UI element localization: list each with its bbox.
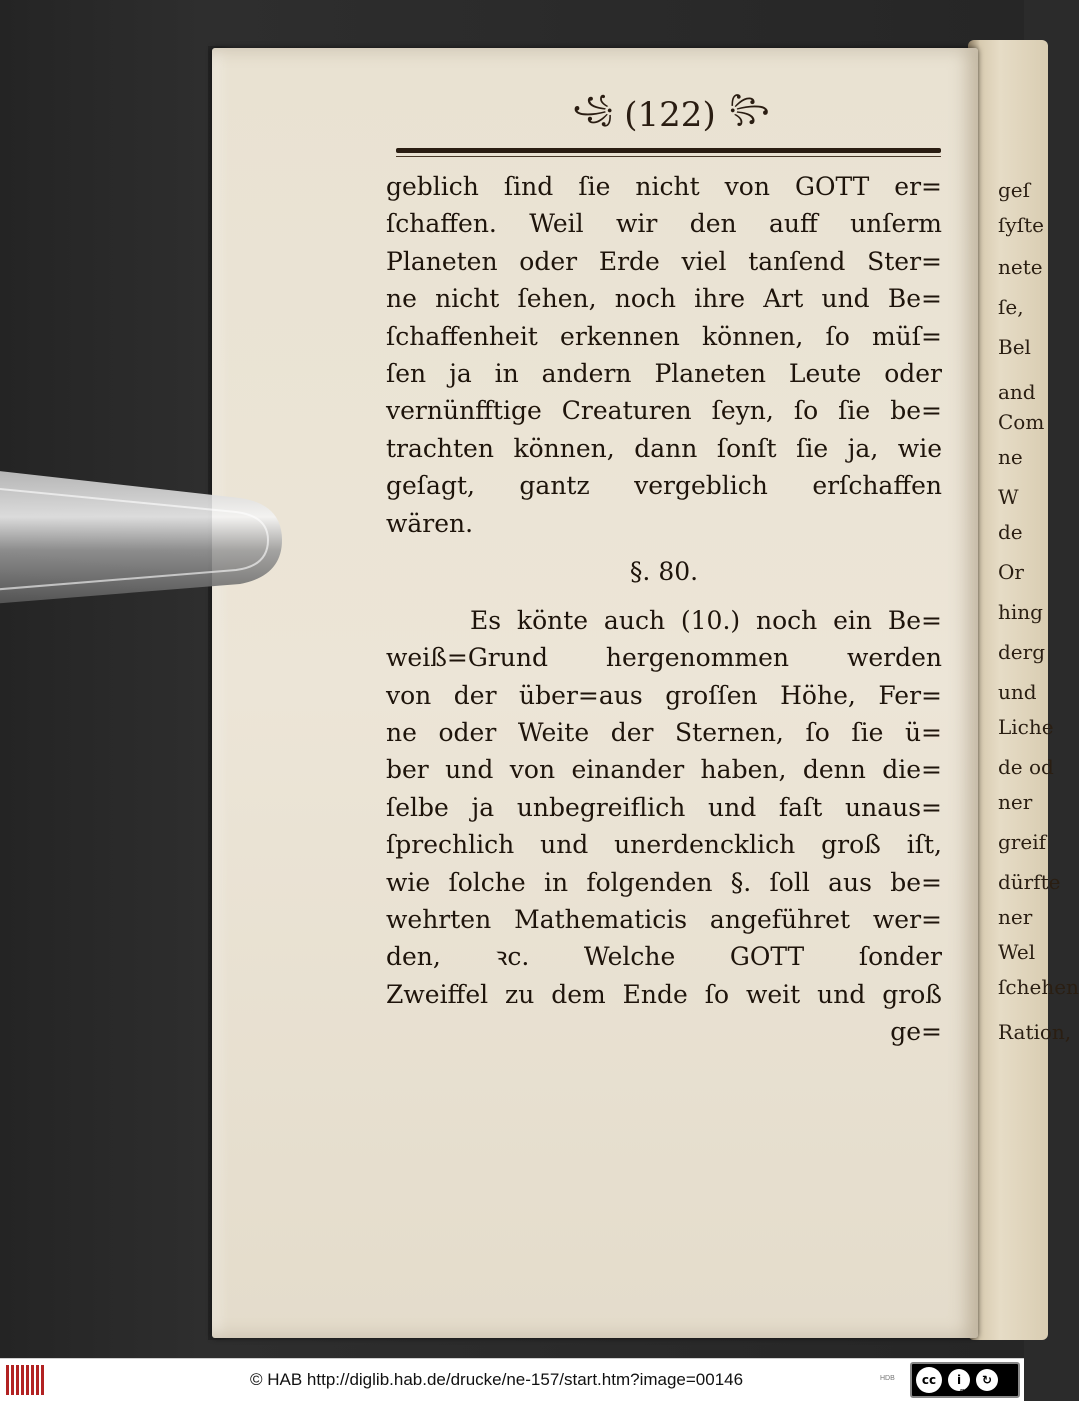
next-page-fragment: Ration, (998, 1020, 1072, 1044)
text-line: wehrten Mathematicis angeführet wer= (386, 905, 942, 935)
license-labels: BYSA (960, 1389, 1027, 1396)
next-page-fragment: ner (998, 790, 1033, 814)
next-page-fragment: geſ (998, 178, 1031, 202)
catchword: ge= (890, 1017, 942, 1047)
next-page-fragment: Com (998, 410, 1045, 434)
next-page-fragment: dürfte (998, 870, 1061, 894)
next-page-fragment: ſchehen (998, 975, 1079, 999)
next-page-fragment: and (998, 380, 1036, 404)
text-line: ſelbe ja unbegreiflich und faſt unaus= (386, 792, 942, 822)
text-line: ſen ja in andern Planeten Leute oder (386, 358, 942, 388)
text-line: weiß=Grund hergenommen werden (386, 643, 942, 673)
next-page-fragment: ſyſte (998, 213, 1044, 237)
text-line: ne nicht ſehen, noch ihre Art und Be= (386, 284, 942, 314)
text-line: ſchaffen. Weil wir den auff unſerm (386, 209, 942, 239)
next-page-fragment: ner (998, 905, 1033, 929)
hab-logo (6, 1365, 46, 1395)
share-alike-icon: ↻ (976, 1369, 998, 1391)
header-ornament-right: ꧂ (728, 94, 768, 124)
text-line: vernünfftige Creaturen ſeyn, ſo ſie be= (386, 396, 942, 426)
text-line: Es könte auch (10.) noch ein Be= (470, 605, 942, 635)
next-page-fragment: hing (998, 600, 1043, 624)
next-page-fragment: Bel (998, 335, 1031, 359)
page-text (386, 168, 942, 1051)
text-line: den, ꝛc. Welche GOTT ſonder (386, 942, 942, 972)
next-page-fragment: Liche (998, 715, 1054, 739)
next-page-fragment: derg (998, 640, 1046, 664)
header-rule (396, 148, 941, 153)
next-page-fragment: de od (998, 755, 1054, 779)
text-line: ſchaffenheit erkennen können, ſo müſ= (386, 321, 942, 351)
next-page-fragment: Wel (998, 940, 1036, 964)
citation-link[interactable]: © HAB http://diglib.hab.de/drucke/ne-157/start.htm?image=00146 (250, 1370, 744, 1389)
text-line: trachten können, dann ſonſt ſie ja, wie (386, 433, 942, 463)
next-page-fragment: Or (998, 560, 1024, 584)
page-clip (0, 462, 290, 612)
text-line: Planeten oder Erde viel tanſend Ster= (386, 246, 942, 276)
text-line: wie ſolche in folgenden §. ſoll aus be= (386, 867, 942, 897)
section-heading: §. 80. (629, 556, 699, 586)
next-page-fragment: W (998, 485, 1019, 509)
page-number: (122) (624, 94, 716, 135)
text-line: geblich ſind ſie nicht von GOTT er= (386, 172, 942, 201)
next-page-fragment: de (998, 520, 1023, 544)
cc-icon: cc (916, 1367, 942, 1393)
text-line: wären. (386, 508, 474, 538)
next-page-fragment: ne (998, 445, 1023, 469)
footer-bar (0, 1358, 1027, 1401)
attribution-icon: i (948, 1369, 970, 1391)
next-page-fragment: und (998, 680, 1037, 704)
next-page-fragment: greif (998, 830, 1046, 854)
next-page-fragment: ſe, (998, 295, 1024, 319)
text-line: ber und von einander haben, denn die= (386, 755, 942, 785)
next-page-edge (968, 40, 1079, 1340)
next-page-fragment: nete (998, 255, 1043, 279)
text-line: Zweiffel zu dem Ende ſo weit und groß (386, 979, 942, 1009)
text-line: geſagt, gantz vergeblich erſchaffen (386, 471, 942, 501)
page-header (510, 88, 830, 138)
text-line: von der über=aus groſſen Höhe, Fer= (386, 680, 942, 710)
header-ornament-left: ꧁ (572, 94, 612, 124)
small-mark: HDB (880, 1375, 895, 1382)
text-line: ſprechlich und unerdencklich groß iſt, (386, 830, 942, 860)
text-line: ne oder Weite der Sternen, ſo ſie ü= (386, 718, 942, 748)
